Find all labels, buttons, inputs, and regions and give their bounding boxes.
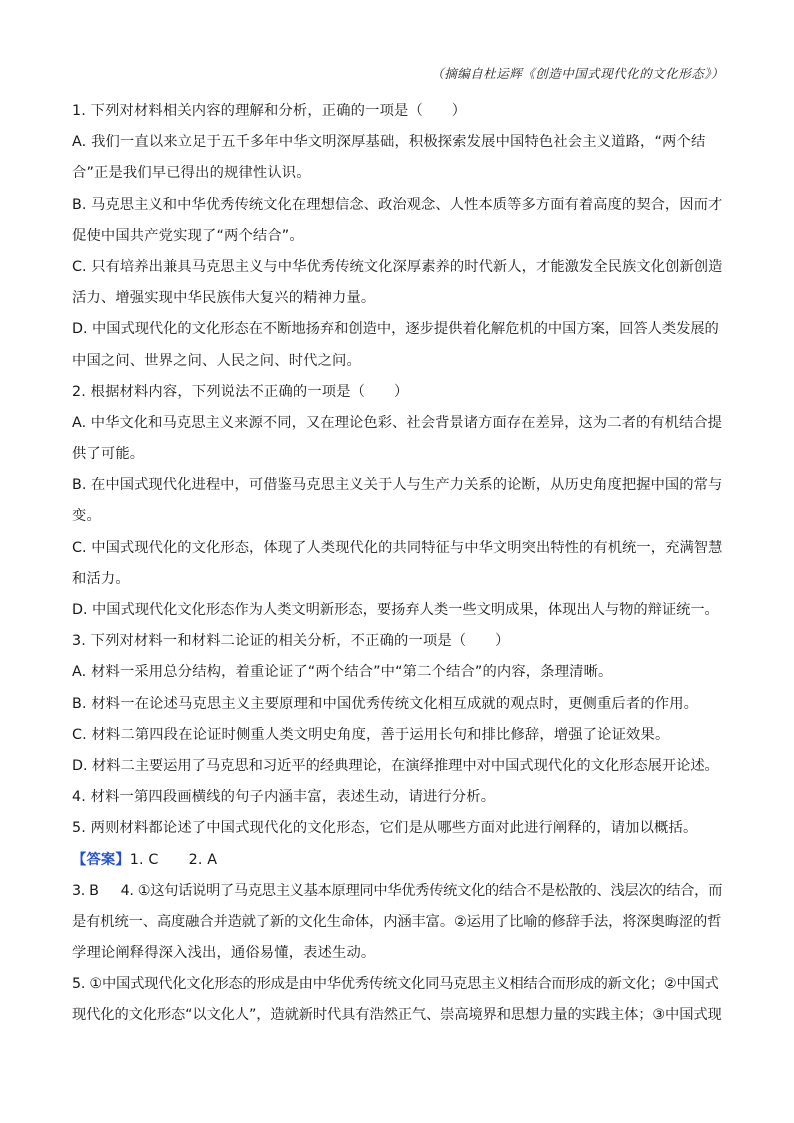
q1-option-a-line1: A. 我们一直以来立足于五千多年中华文明深厚基础，积极探索发展中国特色社会主义道路，“两个结: [72, 134, 706, 151]
answer-5-line1: 5. ①中国式现代化文化形态的形成是由中华优秀传统文化同马克思主义相结合而形成的新文化；②中国式: [72, 976, 719, 993]
q1-option-d-line2: 中国之问、世界之问、人民之问、时代之问。: [72, 352, 361, 369]
q2-option-c-line1: C. 中国式现代化的文化形态，体现了人类现代化的共同特征与中华文明突出特性的有机统一，充满智慧: [72, 539, 723, 556]
q3-option-a: A. 材料一采用总分结构，着重论证了“两个结合”中“第二个结合”的内容，条理清晰。: [72, 664, 613, 681]
answer-tag: 【答案】: [72, 851, 130, 868]
question-3-stem: 3. 下列对材料一和材料二论证的相关分析，不正确的一项是（ ）: [72, 633, 510, 650]
q1-option-a-line2: 合”正是我们早已得出的规律性认识。: [72, 165, 311, 182]
answer-row-1: [72, 845, 720, 876]
q2-option-d-line1: D. 中国式现代化文化形态作为人类文明新形态，要扬弃人类一些文明成果，体现出人与物的辩证统一。: [72, 602, 719, 618]
q1-option-b-line1: B. 马克思主义和中华优秀传统文化在理想信念、政治观念、人性本质等多方面有着高度的契合，因而才: [72, 196, 723, 213]
q2-option-c-line2: 和活力。: [72, 570, 130, 587]
answer-4-line2: 是有机统一、高度融合并造就了新的文化生命体，内涵丰富。②运用了比喻的修辞手法，将深奥晦涩的哲: [72, 913, 722, 930]
q2-option-a-line2: 供了可能。: [72, 446, 145, 463]
question-5: 5. 两则材料都论述了中国式现代化的文化形态，它们是从哪些方面对此进行阐释的，请加以概括。: [72, 820, 698, 837]
question-2-stem: 2. 根据材料内容，下列说法不正确的一项是（ ）: [72, 383, 409, 400]
question-1-stem: 1. 下列对材料相关内容的理解和分析，正确的一项是（ ）: [72, 103, 467, 119]
q1-option-b-line2: 促使中国共产党实现了“两个结合”。: [72, 227, 304, 244]
q3-option-c: C. 材料二第四段在论证时侧重人类文明史角度，善于运用长句和排比修辞，增强了论证效果。: [72, 726, 670, 743]
q3-option-b: B. 材料一在论述马克思主义主要原理和中国优秀传统文化相互成就的观点时，更侧重后者的作用。: [72, 695, 699, 712]
q1-option-c-line1: C. 只有培养出兼具马克思主义与中华优秀传统文化深厚素养的时代新人，才能激发全民族文化创新创造: [72, 258, 723, 275]
q2-option-b-line2: 变。: [72, 508, 101, 525]
answer-3: 3. B: [72, 882, 99, 899]
source-citation: （摘编自杜运辉《创造中国式现代化的文化形态》）: [431, 66, 724, 81]
answer-2: 2. A: [188, 851, 218, 868]
q3-option-d: D. 材料二主要运用了马克思和习近平的经典理论，在演绎推理中对中国式现代化的文化形态展开论述。: [72, 757, 719, 774]
answer-1: 1. C: [129, 851, 159, 868]
answer-row-2: [72, 876, 723, 907]
answer-4-line3: 学理论阐释得深入浅出，通俗易懂，表述生动。: [72, 945, 376, 962]
answer-5-line2: 现代化的文化形态“以文化人”，造就新时代具有浩然正气、崇高境界和思想力量的实践主体；③中国式现: [72, 1007, 722, 1024]
q2-option-a-line1: A. 中华文化和马克思主义来源不同，又在理论色彩、社会背景诸方面存在差异，这为二者的有机结合提: [72, 414, 723, 431]
q2-option-b-line1: B. 在中国式现代化进程中，可借鉴马克思主义关于人与生产力关系的论断，从历史角度把握中国的常与: [72, 477, 723, 494]
question-4: 4. 材料一第四段画横线的句子内涵丰富，表述生动，请进行分析。: [72, 789, 496, 806]
question-section: [72, 96, 723, 1032]
q1-option-d-line1: D. 中国式现代化的文化形态在不断地扬弃和创造中，逐步提供着化解危机的中国方案，回答人类发展的: [72, 321, 719, 338]
q1-option-c-line2: 活力、增强实现中华民族伟大复兴的精神力量。: [72, 290, 376, 307]
answer-4-line1: 4. ①这句话说明了马克思主义基本原理同中华优秀传统文化的结合不是松散的、浅层次的结合，而: [120, 882, 723, 899]
